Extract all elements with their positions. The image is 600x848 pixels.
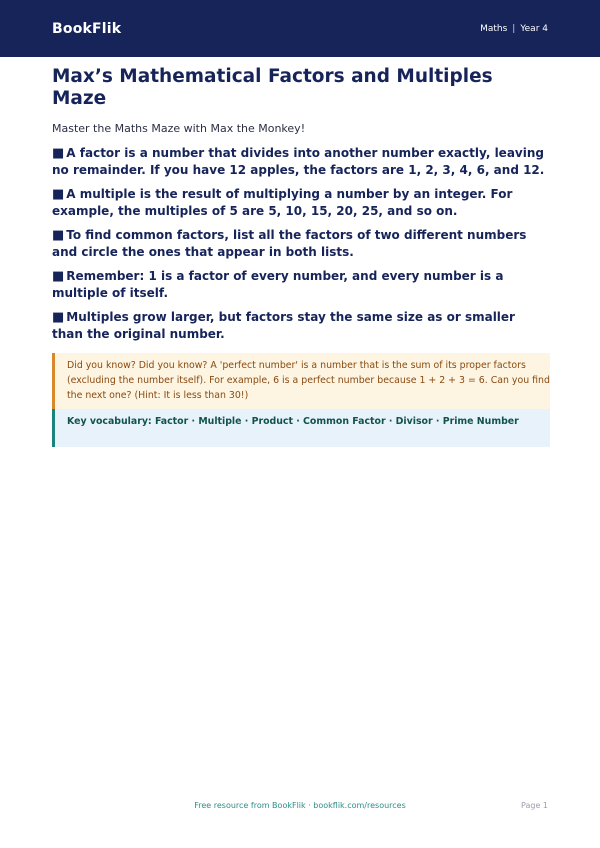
did-you-know-text: Did you know? Did you know? A 'perfect number' is a number that is the sum of its proper factors (excluding the number itself). For example, 6 is a perfect number because 1 + 2 + 3 = 6. Can you find the next one? (Hint: It is less than 30!) [67,360,550,401]
square-bullet-icon: ■ [52,228,65,243]
key-point-text: A factor is a number that divides into another number exactly, leaving no remainder. If you have 12 apples, the factors are 1, 2, 3, 4, 6, and 12. [52,146,545,177]
key-point [52,186,550,220]
key-point-text: Remember: 1 is a factor of every number, and every number is a multiple of itself. [52,269,504,300]
key-point [52,309,550,343]
key-vocabulary-box [52,409,550,447]
key-points-list [52,145,550,343]
top-bar [0,0,600,57]
page-footer [0,801,600,815]
subject-label: Maths [480,23,508,34]
key-point [52,145,550,179]
page-title: Max’s Mathematical Factors and Multiples Maze [52,66,493,109]
brand-logo[interactable]: BookFlik [52,20,122,37]
key-vocabulary-text: Key vocabulary: Factor · Multiple · Product · Common Factor · Divisor · Prime Number [67,416,519,427]
page-subtitle: Master the Maths Maze with Max the Monkey! [52,122,306,135]
square-bullet-icon: ■ [52,187,65,202]
square-bullet-icon: ■ [52,146,65,161]
key-point-text: Multiples grow larger, but factors stay the same size as or smaller than the original number. [52,310,515,341]
header-meta [480,24,548,34]
key-point [52,268,550,302]
key-point-text: To find common factors, list all the factors of two different numbers and circle the ones that appear in both lists. [52,228,527,259]
square-bullet-icon: ■ [52,269,65,284]
meta-separator: | [512,23,516,34]
main-content [52,66,550,447]
page-number: Page 1 [521,801,548,810]
key-point-text: A multiple is the result of multiplying a number by an integer. For example, the multiples of 5 are 5, 10, 15, 20, 25, and so on. [52,187,513,218]
key-point [52,227,550,261]
square-bullet-icon: ■ [52,310,65,325]
footer-credit-link[interactable]: Free resource from BookFlik · bookflik.com/resources [194,801,406,810]
year-label: Year 4 [520,23,548,34]
did-you-know-box [52,353,550,409]
